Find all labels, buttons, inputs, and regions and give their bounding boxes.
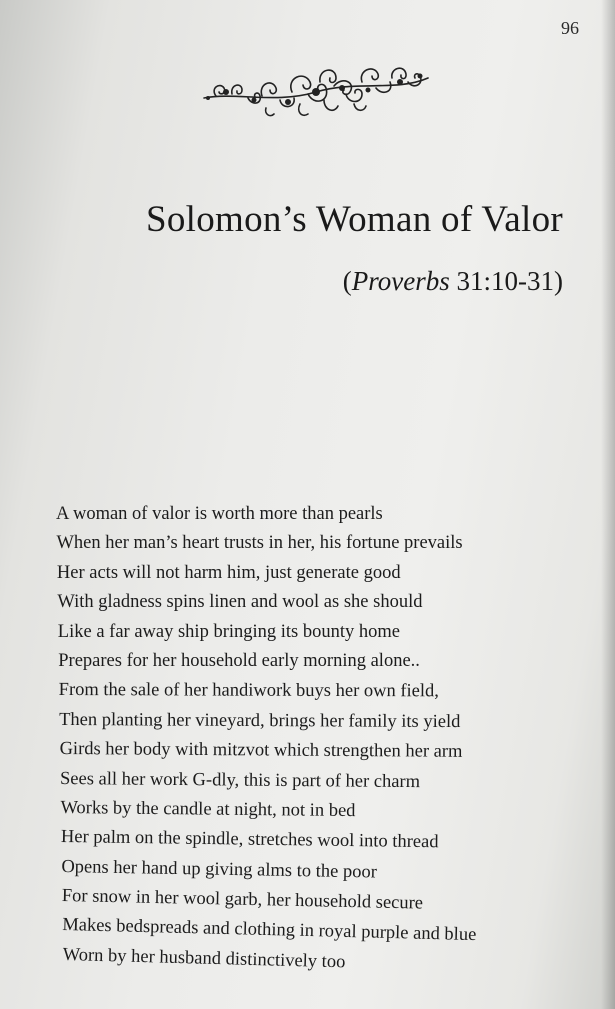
page-number: 96 xyxy=(561,18,579,38)
poem-line: With gladness spins linen and wool as she should xyxy=(57,592,423,613)
poem-line: A woman of valor is worth more than pearls xyxy=(56,504,383,524)
poem-line: Her acts will not harm him, just generate good xyxy=(56,562,401,583)
poem-line: Makes bedspreads and clothing in royal purple and blue xyxy=(62,915,477,946)
poem-lines xyxy=(56,500,477,973)
scripture-reference xyxy=(343,266,563,297)
poem-line: Girds her body with mitzvot which strengthen her arm xyxy=(59,739,463,762)
poem-line: From the sale of her handiwork buys her own field, xyxy=(58,680,439,702)
poem-line: For snow in her wool garb, her household secure xyxy=(61,886,424,914)
poem-line: Her palm on the spindle, stretches wool into thread xyxy=(60,827,439,853)
reference-open-paren: ( xyxy=(342,266,352,296)
poem-line: Sees all her work G-dly, this is part of her charm xyxy=(59,768,421,792)
page-title: Solomon’s Woman of Valor xyxy=(145,199,563,240)
poem-line: When her man’s heart trusts in her, his fortune prevails xyxy=(56,533,463,554)
poem-line: Worn by her husband distinctively too xyxy=(62,944,346,973)
poem-line: Then planting her vineyard, brings her family its yield xyxy=(59,709,461,732)
poem-line: Prepares for her household early morning alone.. xyxy=(58,650,420,671)
page-edge-shadow xyxy=(601,0,615,1009)
poem-line: Works by the candle at night, not in bed xyxy=(60,797,356,821)
reference-verses: 31:10-31) xyxy=(449,266,563,296)
reference-book: Proverbs xyxy=(351,266,450,296)
poem-line: Like a far away ship bringing its bounty home xyxy=(57,621,400,642)
floral-vine-ornament-icon xyxy=(196,52,436,124)
poem-line: Opens her hand up giving alms to the poor xyxy=(61,856,378,883)
